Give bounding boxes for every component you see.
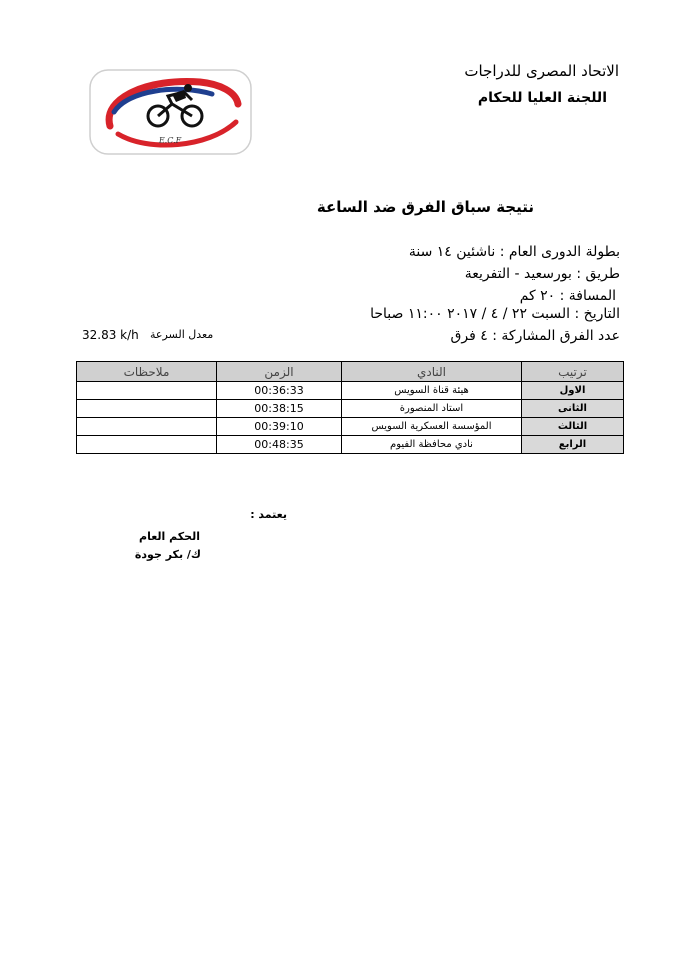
time-cell: 00:48:35 (217, 436, 342, 454)
table-row (77, 382, 624, 400)
header-time: الزمن (217, 362, 342, 382)
header-notes: ملاحظات (77, 362, 217, 382)
rank-cell: الثانى (522, 400, 624, 418)
time-cell: 00:39:10 (217, 418, 342, 436)
club-cell: المؤسسة العسكرية السويس (342, 418, 522, 436)
avg-speed-value: 32.83 k/h (82, 328, 139, 342)
ecf-logo (88, 68, 253, 156)
header-rank: ترتيب (522, 362, 624, 382)
referee-title: الحكم العام (139, 530, 200, 543)
notes-cell (77, 382, 217, 400)
club-cell: هيئة قناة السويس (342, 382, 522, 400)
notes-cell (77, 436, 217, 454)
org-name: الاتحاد المصرى للدراجات (464, 62, 619, 80)
rank-cell: الاول (522, 382, 624, 400)
header-club: النادي (342, 362, 522, 382)
rank-cell: الرابع (522, 436, 624, 454)
table-row (77, 436, 624, 454)
time-cell: 00:38:15 (217, 400, 342, 418)
committee-name: اللجنة العليا للحكام (477, 90, 607, 106)
avg-speed-label: معدل السرعة (150, 328, 214, 341)
svg-text:E.C.F: E.C.F (158, 136, 182, 145)
page-title: نتيجة سباق الفرق ضد الساعة (316, 198, 534, 216)
championship-line: بطولة الدورى العام : ناشئين ١٤ سنة (408, 244, 620, 260)
table-row (77, 418, 624, 436)
notes-cell (77, 418, 217, 436)
route-line: طريق : بورسعيد - التفريعة (464, 266, 620, 282)
notes-cell (77, 400, 217, 418)
teams-count-line: عدد الفرق المشاركة : ٤ فرق (450, 328, 620, 344)
club-cell: استاد المنصورة (342, 400, 522, 418)
distance-line: المسافة : ٢٠ كم (519, 288, 616, 304)
rank-cell: الثالث (522, 418, 624, 436)
table-header-row (77, 362, 624, 382)
table-row (77, 400, 624, 418)
approval-label: يعتمد : (250, 508, 287, 521)
club-cell: نادي محافظة الفيوم (342, 436, 522, 454)
date-line: التاريخ : السبت ٢٢ / ٤ / ٢٠١٧ ١١:٠٠ صباحا (370, 306, 620, 322)
results-table (76, 361, 624, 454)
time-cell: 00:36:33 (217, 382, 342, 400)
referee-name: ك/ بكر جودة (134, 548, 201, 561)
